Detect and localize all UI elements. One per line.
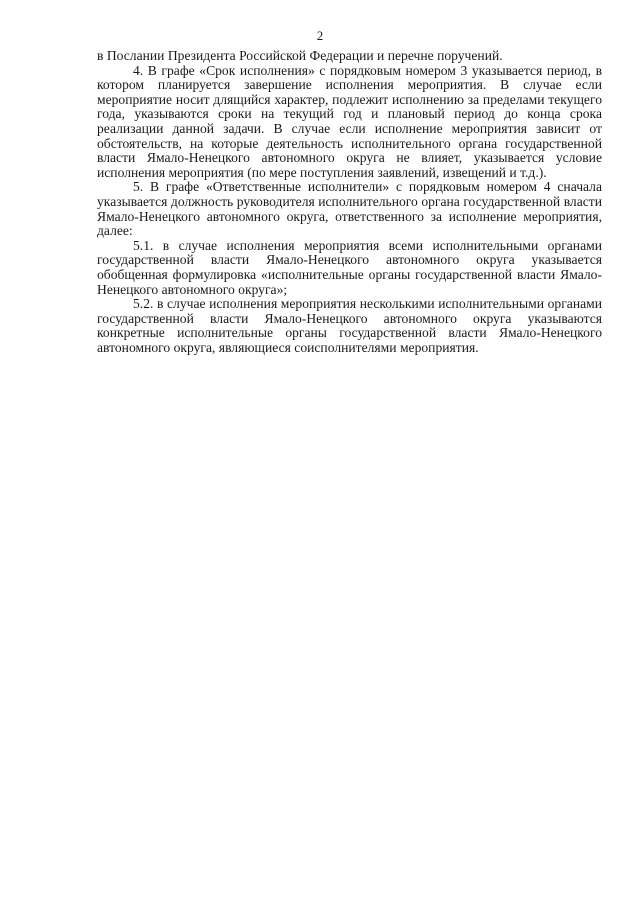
paragraph-item-5: 5. В графе «Ответственные исполнители» с порядковым номером 4 сначала указывается должность руководителя исполнительного органа государственной власти Ямало-Ненецкого автономного округа, ответственного за исполнение мероприятия, далее:	[97, 179, 602, 239]
paragraph-continuation: в Послании Президента Российской Федерации и перечне поручений.	[97, 48, 503, 63]
document-body	[97, 49, 602, 355]
paragraph-item-5-1: 5.1. в случае исполнения мероприятия всеми исполнительными органами государственной власти Ямало-Ненецкого автономного округа указывается обобщенная формулировка «исполнительные органы государственной власти Ямало-Ненецкого автономного округа»;	[97, 237, 602, 297]
paragraph-item-4: 4. В графе «Срок исполнения» с порядковым номером 3 указывается период, в котором планируется завершение исполнения мероприятия. В случае если мероприятие носит длящийся характер, подлежит исполнению за пределами текущего года, указываются сроки на текущий год и плановый период до конца срока реализации данной задачи. В случае если исполнение мероприятия зависит от обстоятельств, на которые деятельность исполнительного органа государственной власти Ямало-Ненецкого автономного округа не влияет, указывается условие исполнения мероприятия (по мере поступления заявлений, извещений и т.д.).	[97, 62, 602, 180]
page-number: 2	[316, 28, 324, 43]
paragraph-item-5-2: 5.2. в случае исполнения мероприятия несколькими исполнительными органами государственной власти Ямало-Ненецкого автономного округа указываются конкретные исполнительные органы государственной власти Ямало-Ненецкого автономного округа, являющиеся соисполнителями мероприятия.	[97, 296, 602, 355]
